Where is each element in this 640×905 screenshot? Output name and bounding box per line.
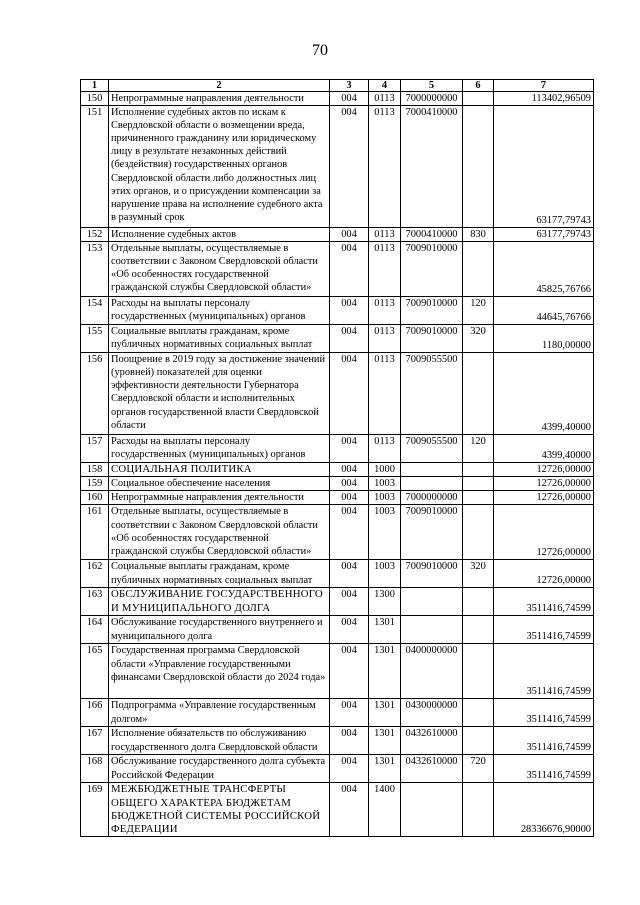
item-name-cell: Непрограммные направления деятельности [109, 491, 330, 505]
row-number-cell: 165 [81, 644, 109, 699]
section-code-cell: 1301 [369, 755, 401, 783]
header-cell: 4 [369, 80, 401, 92]
amount-cell: 4399,40000 [494, 353, 594, 435]
amount-cell: 12726,00000 [494, 477, 594, 491]
item-name-cell: СОЦИАЛЬНАЯ ПОЛИТИКА [109, 463, 330, 477]
amount-cell: 3511416,74599 [494, 588, 594, 616]
row-number-cell: 156 [81, 353, 109, 435]
amount-cell: 63177,79743 [494, 228, 594, 242]
expense-type-cell [463, 616, 494, 644]
table-row [81, 699, 594, 727]
item-name-cell: Исполнение судебных актов по искам к Свердловской области о возмещении вреда, причиненного гражданину или юридическому лицу в результате незаконных действий (бездействия) государственных органов Свердловской области либо должностных лиц этих органов, и о присуждении компенсации за нарушение права на исполнение судебного акта в разумный срок [109, 106, 330, 228]
target-article-cell: 7000410000 [401, 228, 463, 242]
amount-cell: 3511416,74599 [494, 616, 594, 644]
department-code-cell: 004 [330, 92, 369, 106]
table-row [81, 755, 594, 783]
section-code-cell: 1003 [369, 491, 401, 505]
section-code-cell: 1400 [369, 783, 401, 836]
department-code-cell: 004 [330, 353, 369, 435]
table-row [81, 228, 594, 242]
amount-cell: 113402,96509 [494, 92, 594, 106]
section-code-cell: 1301 [369, 644, 401, 699]
section-code-cell: 1301 [369, 699, 401, 727]
department-code-cell: 004 [330, 491, 369, 505]
amount-cell: 12726,00000 [494, 505, 594, 560]
amount-cell: 3511416,74599 [494, 755, 594, 783]
item-name-cell: Социальное обеспечение населения [109, 477, 330, 491]
expense-type-cell [463, 353, 494, 435]
section-code-cell: 0113 [369, 435, 401, 463]
budget-table [80, 79, 594, 837]
target-article-cell: 7009010000 [401, 560, 463, 588]
table-row [81, 560, 594, 588]
expense-type-cell [463, 477, 494, 491]
item-name-cell: Поощрение в 2019 году за достижение значений (уровней) показателей для оценки эффективности деятельности Губернатора Свердловской области и исполнительных органов государственной власти Свердловской области [109, 353, 330, 435]
row-number-cell: 159 [81, 477, 109, 491]
expense-type-cell [463, 505, 494, 560]
header-cell: 5 [401, 80, 463, 92]
header-cell: 1 [81, 80, 109, 92]
amount-cell: 3511416,74599 [494, 727, 594, 755]
target-article-cell [401, 477, 463, 491]
table-row [81, 106, 594, 228]
item-name-cell: Подпрограмма «Управление государственным долгом» [109, 699, 330, 727]
header-cell: 3 [330, 80, 369, 92]
amount-cell: 1180,00000 [494, 325, 594, 353]
amount-cell: 12726,00000 [494, 560, 594, 588]
page-number: 70 [312, 42, 328, 59]
amount-cell: 3511416,74599 [494, 699, 594, 727]
target-article-cell: 0430000000 [401, 699, 463, 727]
section-code-cell: 1301 [369, 616, 401, 644]
amount-cell: 12726,00000 [494, 491, 594, 505]
header-cell: 2 [109, 80, 330, 92]
section-code-cell: 1000 [369, 463, 401, 477]
expense-type-cell [463, 92, 494, 106]
section-code-cell: 1301 [369, 727, 401, 755]
target-article-cell: 7009055500 [401, 353, 463, 435]
row-number-cell: 155 [81, 325, 109, 353]
department-code-cell: 004 [330, 644, 369, 699]
expense-type-cell: 320 [463, 560, 494, 588]
target-article-cell [401, 463, 463, 477]
amount-cell: 12726,00000 [494, 463, 594, 477]
amount-cell: 3511416,74599 [494, 644, 594, 699]
department-code-cell: 004 [330, 297, 369, 325]
section-code-cell: 0113 [369, 242, 401, 297]
department-code-cell: 004 [330, 435, 369, 463]
amount-cell: 45825,76766 [494, 242, 594, 297]
section-code-cell: 1003 [369, 560, 401, 588]
target-article-cell [401, 588, 463, 616]
row-number-cell: 160 [81, 491, 109, 505]
table-header-row [81, 80, 594, 92]
expense-type-cell [463, 242, 494, 297]
item-name-cell: Отдельные выплаты, осуществляемые в соответствии с Законом Свердловской области «Об особенностях государственной гражданской службы Свердловской области» [109, 505, 330, 560]
item-name-cell: Исполнение обязательств по обслуживанию государственного долга Свердловской области [109, 727, 330, 755]
expense-type-cell [463, 699, 494, 727]
row-number-cell: 152 [81, 228, 109, 242]
target-article-cell [401, 616, 463, 644]
target-article-cell: 7000000000 [401, 491, 463, 505]
department-code-cell: 004 [330, 242, 369, 297]
expense-type-cell: 120 [463, 435, 494, 463]
section-code-cell: 0113 [369, 92, 401, 106]
department-code-cell: 004 [330, 463, 369, 477]
expense-type-cell [463, 463, 494, 477]
target-article-cell: 7000000000 [401, 92, 463, 106]
expense-type-cell: 120 [463, 297, 494, 325]
target-article-cell [401, 783, 463, 836]
target-article-cell: 7009010000 [401, 297, 463, 325]
amount-cell: 44645,76766 [494, 297, 594, 325]
item-name-cell: Отдельные выплаты, осуществляемые в соответствии с Законом Свердловской области «Об особенностях государственной гражданской службы Свердловской области» [109, 242, 330, 297]
target-article-cell: 0400000000 [401, 644, 463, 699]
table-row [81, 477, 594, 491]
row-number-cell: 153 [81, 242, 109, 297]
row-number-cell: 167 [81, 727, 109, 755]
section-code-cell: 1003 [369, 477, 401, 491]
row-number-cell: 169 [81, 783, 109, 836]
row-number-cell: 162 [81, 560, 109, 588]
section-code-cell: 0113 [369, 106, 401, 228]
row-number-cell: 161 [81, 505, 109, 560]
item-name-cell: Государственная программа Свердловской области «Управление государственными финансами Свердловской области до 2024 года» [109, 644, 330, 699]
table-row [81, 588, 594, 616]
item-name-cell: Непрограммные направления деятельности [109, 92, 330, 106]
row-number-cell: 151 [81, 106, 109, 228]
section-code-cell: 1300 [369, 588, 401, 616]
header-cell: 7 [494, 80, 594, 92]
expense-type-cell [463, 491, 494, 505]
row-number-cell: 157 [81, 435, 109, 463]
item-name-cell: Обслуживание государственного долга субъекта Российской Федерации [109, 755, 330, 783]
expense-type-cell: 720 [463, 755, 494, 783]
header-cell: 6 [463, 80, 494, 92]
table-row [81, 463, 594, 477]
table-row [81, 297, 594, 325]
item-name-cell: Обслуживание государственного внутреннего и муниципального долга [109, 616, 330, 644]
expense-type-cell: 320 [463, 325, 494, 353]
item-name-cell: Социальные выплаты гражданам, кроме публичных нормативных социальных выплат [109, 560, 330, 588]
table-row [81, 325, 594, 353]
row-number-cell: 158 [81, 463, 109, 477]
department-code-cell: 004 [330, 228, 369, 242]
expense-type-cell [463, 727, 494, 755]
row-number-cell: 166 [81, 699, 109, 727]
department-code-cell: 004 [330, 755, 369, 783]
amount-cell: 28336676,90000 [494, 783, 594, 836]
table-row [81, 491, 594, 505]
item-name-cell: Социальные выплаты гражданам, кроме публичных нормативных социальных выплат [109, 325, 330, 353]
item-name-cell: Расходы на выплаты персоналу государственных (муниципальных) органов [109, 297, 330, 325]
row-number-cell: 163 [81, 588, 109, 616]
item-name-cell: МЕЖБЮДЖЕТНЫЕ ТРАНСФЕРТЫ ОБЩЕГО ХАРАКТЕРА БЮДЖЕТАМ БЮДЖЕТНОЙ СИСТЕМЫ РОССИЙСКОЙ ФЕДЕРАЦИИ [109, 783, 330, 836]
item-name-cell: Исполнение судебных актов [109, 228, 330, 242]
target-article-cell: 7009055500 [401, 435, 463, 463]
table-row [81, 435, 594, 463]
department-code-cell: 004 [330, 560, 369, 588]
expense-type-cell [463, 644, 494, 699]
section-code-cell: 0113 [369, 228, 401, 242]
row-number-cell: 154 [81, 297, 109, 325]
target-article-cell: 7000410000 [401, 106, 463, 228]
expense-type-cell [463, 588, 494, 616]
target-article-cell: 0432610000 [401, 755, 463, 783]
table-row [81, 505, 594, 560]
row-number-cell: 164 [81, 616, 109, 644]
row-number-cell: 150 [81, 92, 109, 106]
department-code-cell: 004 [330, 505, 369, 560]
table-row [81, 353, 594, 435]
department-code-cell: 004 [330, 783, 369, 836]
item-name-cell: Расходы на выплаты персоналу государственных (муниципальных) органов [109, 435, 330, 463]
target-article-cell: 7009010000 [401, 325, 463, 353]
department-code-cell: 004 [330, 106, 369, 228]
section-code-cell: 0113 [369, 325, 401, 353]
section-code-cell: 0113 [369, 297, 401, 325]
department-code-cell: 004 [330, 616, 369, 644]
table-row [81, 616, 594, 644]
target-article-cell: 7009010000 [401, 505, 463, 560]
table-row [81, 242, 594, 297]
amount-cell: 63177,79743 [494, 106, 594, 228]
amount-cell: 4399,40000 [494, 435, 594, 463]
expense-type-cell [463, 783, 494, 836]
expense-type-cell: 830 [463, 228, 494, 242]
department-code-cell: 004 [330, 727, 369, 755]
table-row [81, 92, 594, 106]
item-name-cell: ОБСЛУЖИВАНИЕ ГОСУДАРСТВЕННОГО И МУНИЦИПАЛЬНОГО ДОЛГА [109, 588, 330, 616]
department-code-cell: 004 [330, 699, 369, 727]
target-article-cell: 7009010000 [401, 242, 463, 297]
row-number-cell: 168 [81, 755, 109, 783]
target-article-cell: 0432610000 [401, 727, 463, 755]
expense-type-cell [463, 106, 494, 228]
table-row [81, 727, 594, 755]
table-row [81, 644, 594, 699]
department-code-cell: 004 [330, 588, 369, 616]
section-code-cell: 1003 [369, 505, 401, 560]
table-row [81, 783, 594, 836]
section-code-cell: 0113 [369, 353, 401, 435]
department-code-cell: 004 [330, 477, 369, 491]
department-code-cell: 004 [330, 325, 369, 353]
